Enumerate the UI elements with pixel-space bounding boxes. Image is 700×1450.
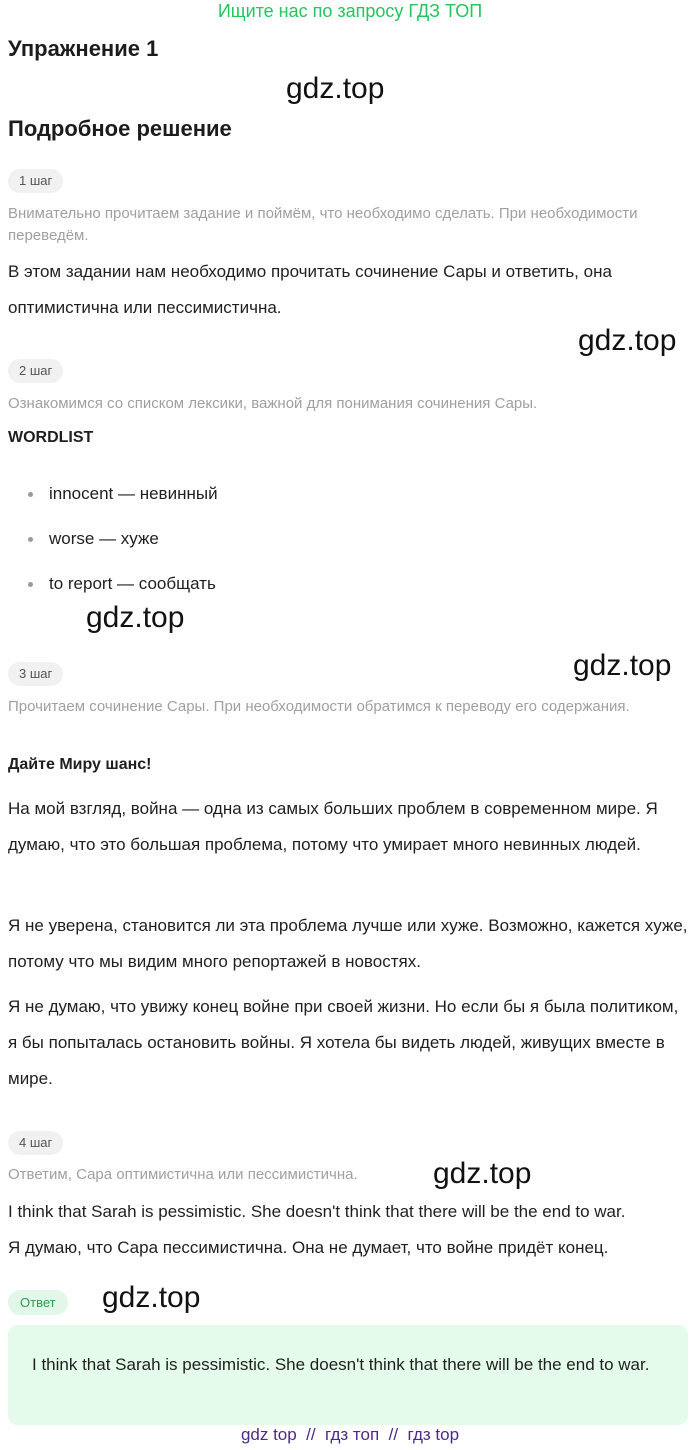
wordlist-item: innocent — невинный — [49, 484, 218, 503]
watermark: gdz.top — [573, 649, 672, 682]
bullet-icon — [28, 492, 33, 497]
step-4-answer-ru: Я думаю, что Сара пессимистична. Она не думает, что войне придёт конец. — [8, 1238, 609, 1257]
answer-text: I think that Sarah is pessimistic. She doesn't think that there will be the end to war. — [32, 1355, 650, 1374]
solution-title: Подробное решение — [8, 116, 232, 141]
step-4-badge: 4 шаг — [8, 1131, 63, 1155]
step-3-badge: 3 шаг — [8, 662, 63, 686]
step-2-hint: Ознакомимся со списком лексики, важной для понимания сочинения Сары. — [8, 395, 538, 412]
watermark: gdz.top — [578, 324, 677, 357]
wordlist-title: WORDLIST — [8, 429, 94, 446]
step-1-hint: Внимательно прочитаем задание и поймём, что необходимо сделать. При необходимости переведём. — [8, 205, 638, 244]
essay-paragraph: На мой взгляд, война — одна из самых больших проблем в современном мире. Я думаю, что это большая проблема, потому что умирает много невинных людей. — [8, 799, 658, 854]
bullet-icon — [28, 582, 33, 587]
essay-paragraph: Я не уверена, становится ли эта проблема лучше или хуже. Возможно, кажется хуже, потому что мы видим много репортажей в новостях. — [8, 916, 688, 971]
footer-links[interactable]: gdz top // гдз топ // гдз top — [240, 1425, 460, 1444]
watermark: gdz.top — [102, 1281, 201, 1314]
step-3-hint: Прочитаем сочинение Сары. При необходимости обратимся к переводу его содержания. — [8, 698, 630, 715]
answer-badge: Ответ — [8, 1290, 68, 1315]
essay-title: Дайте Миру шанс! — [8, 756, 152, 773]
bullet-icon — [28, 537, 33, 542]
essay-paragraph: Я не думаю, что увижу конец войне при своей жизни. Но если бы я была политиком, я бы попыталась остановить войны. Я хотела бы видеть людей, живущих вместе в мире. — [8, 997, 679, 1088]
step-4-hint: Ответим, Сара оптимистична или пессимистична. — [8, 1166, 358, 1183]
watermark: gdz.top — [86, 601, 185, 634]
wordlist-item: to report — сообщать — [49, 574, 216, 593]
step-1-text: В этом задании нам необходимо прочитать сочинение Сары и ответить, она оптимистична или пессимистична. — [8, 262, 612, 317]
watermark: gdz.top — [433, 1157, 532, 1190]
wordlist-item: worse — хуже — [49, 529, 159, 548]
search-banner[interactable]: Ищите нас по запросу ГДЗ ТОП — [217, 1, 483, 21]
step-4-answer-en: I think that Sarah is pessimistic. She doesn't think that there will be the end to war. — [8, 1202, 626, 1221]
exercise-title: Упражнение 1 — [8, 36, 159, 61]
watermark: gdz.top — [286, 72, 385, 105]
step-2-badge: 2 шаг — [8, 359, 63, 383]
step-1-badge: 1 шаг — [8, 169, 63, 193]
